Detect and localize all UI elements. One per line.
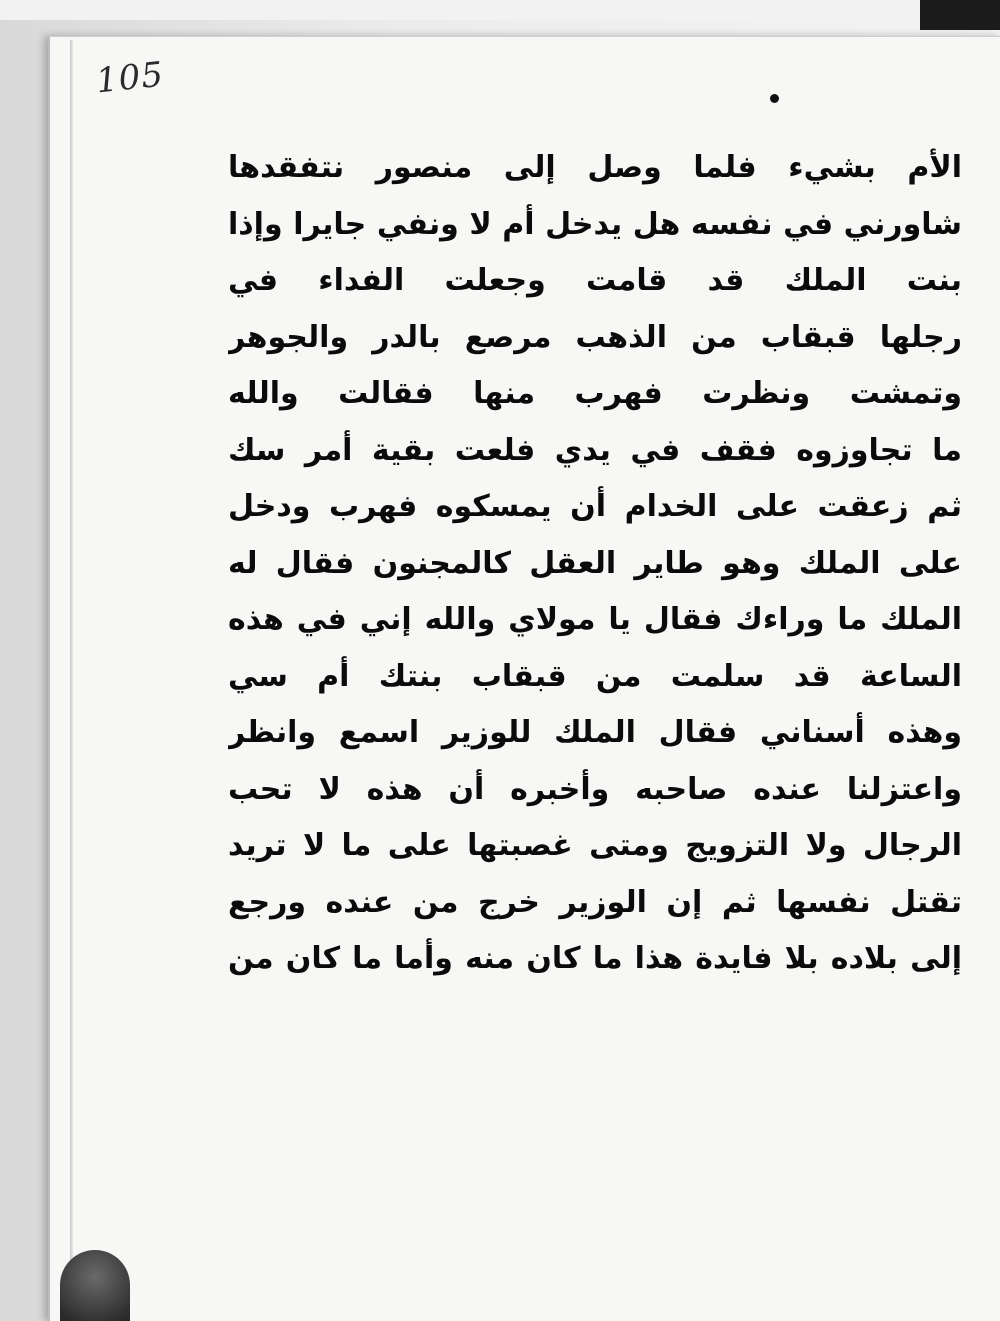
page-fold-edge <box>70 40 73 1280</box>
holder-thumb <box>60 1250 130 1321</box>
binding-shadow <box>920 0 1000 30</box>
text-line: شاورني في نفسه هل يدخل أم لا ونفي جايرا وإذا <box>228 206 962 242</box>
text-line: الساعة قد سلمت من قبقاب بنتك أم سي <box>228 658 962 694</box>
manuscript-text-block <box>228 140 962 988</box>
folio-number: 105 <box>94 54 166 102</box>
text-line: ثم زعقت على الخدام أن يمسكوه فهرب ودخل <box>228 489 962 524</box>
text-line: ما تجاوزوه فقف في يدي فلعت بقية أمر سك <box>228 432 962 468</box>
text-line: وهذه أسناني فقال الملك للوزير اسمع وانظر <box>228 715 962 750</box>
text-line: الملك ما وراءك فقال يا مولاي والله إني في هذه <box>228 602 962 637</box>
ink-dot <box>770 94 779 103</box>
page-top-edge <box>0 0 920 20</box>
text-line: واعتزلنا عنده صاحبه وأخبره أن هذه لا تحب <box>228 771 962 807</box>
text-line: وتمشت ونظرت فهرب منها فقالت والله <box>228 376 962 411</box>
text-line: بنت الملك قد قامت وجعلت الفداء في <box>228 263 962 298</box>
text-line: إلى بلاده بلا فايدة هذا ما كان منه وأما ما كان من <box>228 941 962 976</box>
text-line: الرجال ولا التزويج ومتى غصبتها على ما لا تريد <box>228 828 962 863</box>
text-line: تقتل نفسها ثم إن الوزير خرج من عنده ورجع <box>228 884 962 920</box>
text-line: رجلها قبقاب من الذهب مرصع بالدر والجوهر <box>228 319 962 355</box>
text-line: على الملك وهو طاير العقل كالمجنون فقال له <box>228 545 962 581</box>
text-line: الأم بشيء فلما وصل إلى منصور نتفقدها <box>228 150 962 185</box>
